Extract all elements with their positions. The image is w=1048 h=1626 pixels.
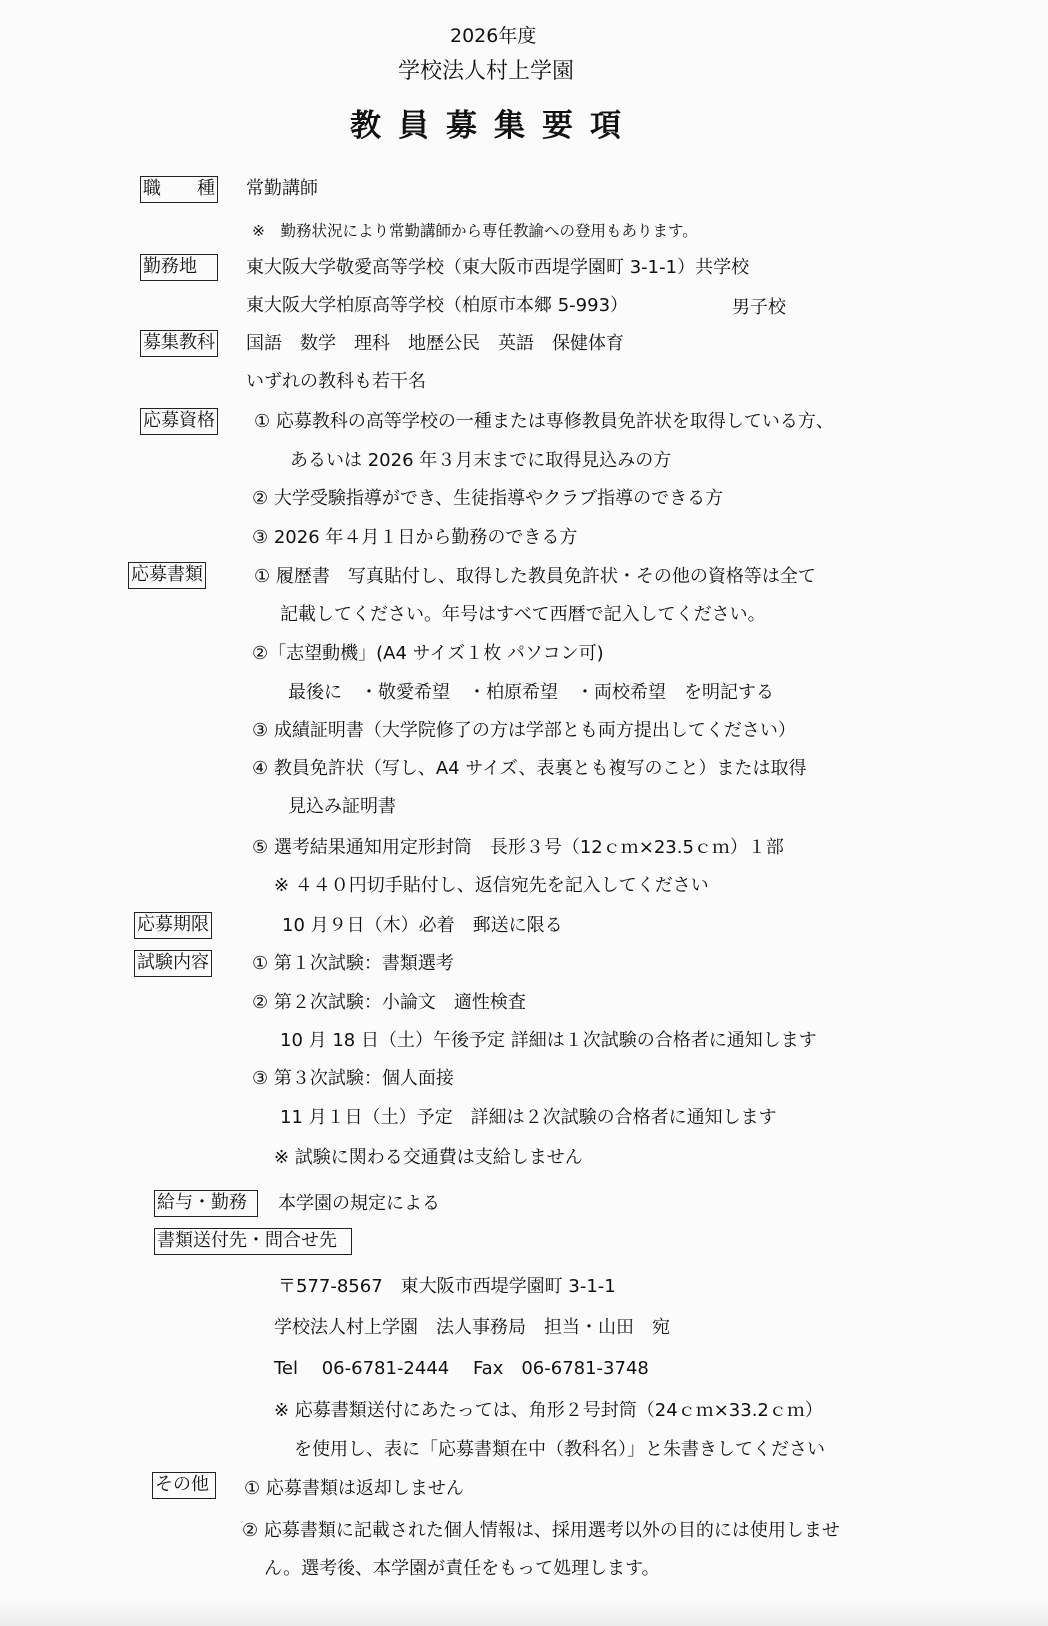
workplace-line-2: 東大阪大学柏原高等学校（柏原市本郷 5-993） (246, 295, 629, 316)
label-subjects: 募集教科 (140, 330, 218, 357)
documents-item: ⑤ 選考結果通知用定形封筒 長形３号（12ｃｍ×23.5ｃｍ）１部 (252, 837, 784, 858)
contact-tel-fax: Tel 06-6781-2444 Fax 06-6781-3748 (274, 1358, 649, 1379)
contact-address: 〒577-8567 東大阪市西堤学園町 3-1-1 (278, 1276, 616, 1297)
workplace-line-1: 東大阪大学敬愛高等学校（東大阪市西堤学園町 3-1-1）共学校 (246, 257, 750, 278)
subjects-note: いずれの教科も若干名 (246, 371, 426, 392)
subjects-list: 国語 数学 理科 地歴公民 英語 保健体育 (246, 333, 624, 354)
exam-item: ① 第１次試験：書類選考 (252, 953, 454, 974)
label-salary: 給与・勤務 (154, 1190, 258, 1217)
exam-item: ② 第２次試験：小論文 適性検査 (252, 992, 526, 1013)
page-bottom-edge (0, 1600, 1048, 1626)
contact-note: ※ 応募書類送付にあたっては、角形２号封筒（24ｃｍ×33.2ｃｍ） (274, 1400, 823, 1421)
deadline-value: 10 月９日（木）必着 郵送に限る (282, 915, 563, 936)
job-type-value: 常勤講師 (246, 178, 318, 199)
contact-note: を使用し、表に「応募書類在中（教科名）」と朱書きしてください (294, 1439, 825, 1460)
other-item: ① 応募書類は返却しません (244, 1478, 464, 1499)
label-job-type: 職 種 (140, 176, 218, 203)
documents-item: 見込み証明書 (288, 796, 396, 817)
page-title: 教員募集要項 (350, 108, 638, 144)
label-qualification: 応募資格 (140, 408, 218, 435)
documents-item: ※ ４４０円切手貼付し、返信宛先を記入してください (274, 875, 709, 896)
exam-item: ③ 第３次試験：個人面接 (252, 1068, 454, 1089)
exam-item: 11 月１日（土）予定 詳細は２次試験の合格者に通知します (280, 1107, 777, 1128)
exam-item: ※ 試験に関わる交通費は支給しません (274, 1147, 583, 1168)
workplace-line-2-type: 男子校 (732, 297, 786, 318)
label-workplace: 勤務地 (140, 254, 218, 281)
label-documents: 応募書類 (128, 562, 206, 589)
qualification-item: あるいは 2026 年３月末までに取得見込みの方 (290, 450, 672, 471)
documents-item: ②「志望動機」(A4 サイズ１枚 パソコン可) (252, 643, 604, 664)
documents-item: 最後に ・敬愛希望 ・柏原希望 ・両校希望 を明記する (288, 682, 774, 703)
documents-item: ④ 教員免許状（写し、A4 サイズ、表裏とも複写のこと）または取得 (252, 758, 807, 779)
qualification-item: ③ 2026 年４月１日から勤務のできる方 (252, 527, 578, 548)
documents-item: ③ 成績証明書（大学院修了の方は学部とも両方提出してください） (252, 720, 796, 741)
label-other: その他 (152, 1472, 216, 1499)
documents-item: ① 履歴書 写真貼付し、取得した教員免許状・その他の資格等は全て (254, 566, 816, 587)
label-contact: 書類送付先・問合せ先 (154, 1228, 352, 1255)
job-type-note: ※ 勤務状況により常勤講師から専任教諭への登用もあります。 (252, 222, 698, 240)
fiscal-year: 2026年度 (450, 25, 537, 47)
contact-recipient: 学校法人村上学園 法人事務局 担当・山田 宛 (274, 1317, 670, 1338)
qualification-item: ① 応募教科の高等学校の一種または専修教員免許状を取得している方、 (254, 411, 834, 432)
exam-item: 10 月 18 日（土）午後予定 詳細は１次試験の合格者に通知します (280, 1030, 817, 1051)
organization-name: 学校法人村上学園 (398, 59, 575, 84)
qualification-item: ② 大学受験指導ができ、生徒指導やクラブ指導のできる方 (252, 488, 724, 509)
label-deadline: 応募期限 (134, 912, 212, 939)
salary-value: 本学園の規定による (278, 1193, 440, 1214)
documents-item: 記載してください。年号はすべて西暦で記入してください。 (280, 604, 766, 625)
other-item: ② 応募書類に記載された個人情報は、採用選考以外の目的には使用しませ (242, 1520, 840, 1541)
other-item: ん。選考後、本学園が責任をもって処理します。 (264, 1558, 660, 1579)
label-exam: 試験内容 (134, 950, 212, 977)
